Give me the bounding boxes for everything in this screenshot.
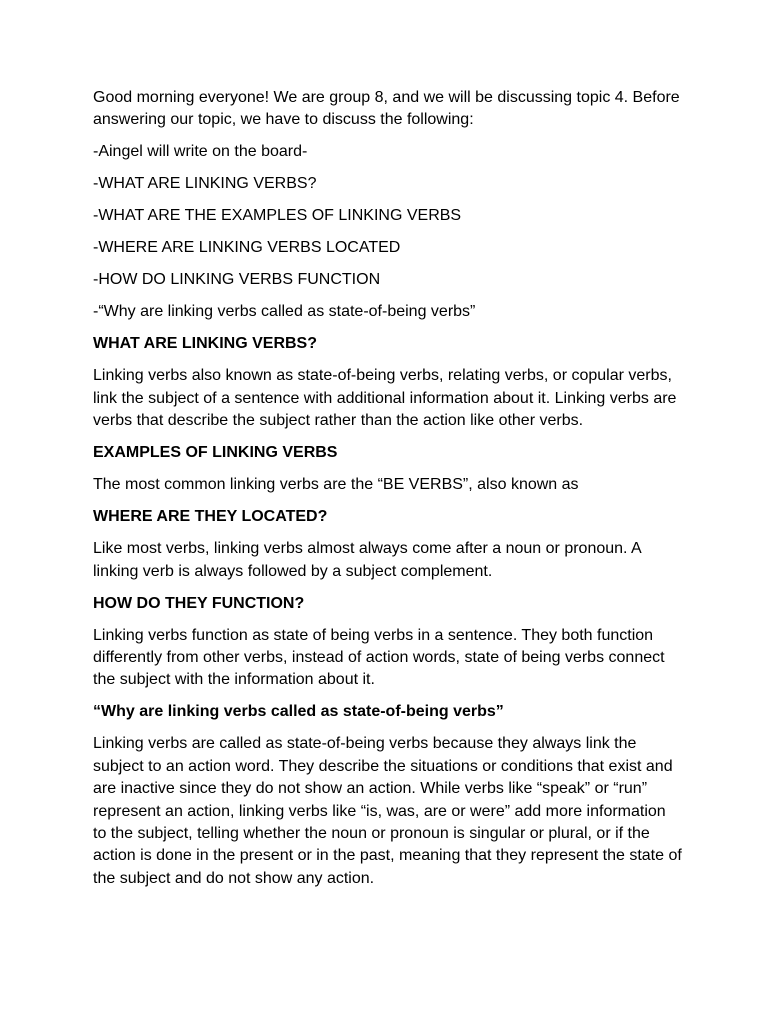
section-body-location: Like most verbs, linking verbs almost always come after a noun or pronoun. A linking verb is always followed by a subject complement. <box>93 540 641 580</box>
section-heading-location: WHERE ARE THEY LOCATED? <box>93 508 328 526</box>
outline-item-5: -HOW DO LINKING VERBS FUNCTION <box>93 271 381 289</box>
section-body-function: Linking verbs function as state of being verbs in a sentence. They both function differently from other verbs, instead of action words, state of being verbs connect the subject with the information about it. <box>93 626 665 689</box>
section-heading-function: HOW DO THEY FUNCTION? <box>93 594 305 612</box>
outline-item-3: -WHAT ARE THE EXAMPLES OF LINKING VERBS <box>93 207 462 225</box>
section-heading-what-are-linking-verbs: WHAT ARE LINKING VERBS? <box>93 335 317 353</box>
document-body <box>93 87 683 900</box>
intro-paragraph: Good morning everyone! We are group 8, and we will be discussing topic 4. Before answering our topic, we have to discuss the following: <box>93 89 680 129</box>
section-body-state-of-being: Linking verbs are called as state-of-being verbs because they always link the subject to an action word. They describe the situations or conditions that exist and are inactive since they do not show an action. While verbs like “speak” or “run” represent an action, linking verbs like “is, was, are or were” add more information to the subject, telling whether the noun or pronoun is singular or plural, or if the action is done in the present or in the past, meaning that they represent the state of the subject and do not show any action. <box>93 735 682 887</box>
outline-item-2: -WHAT ARE LINKING VERBS? <box>93 175 317 193</box>
outline-item-4: -WHERE ARE LINKING VERBS LOCATED <box>93 239 401 257</box>
outline-item-1: -Aingel will write on the board- <box>93 143 308 161</box>
section-heading-examples: EXAMPLES OF LINKING VERBS <box>93 444 338 462</box>
outline-item-6: -“Why are linking verbs called as state-of-being verbs” <box>93 303 476 321</box>
section-body-examples: The most common linking verbs are the “BE VERBS”, also known as <box>93 476 579 494</box>
section-body-what-are-linking-verbs: Linking verbs also known as state-of-being verbs, relating verbs, or copular verbs, link the subject of a sentence with additional information about it. Linking verbs are verbs that describe the subject rather than the action like other verbs. <box>93 367 677 430</box>
section-heading-state-of-being: “Why are linking verbs called as state-of-being verbs” <box>93 703 504 721</box>
